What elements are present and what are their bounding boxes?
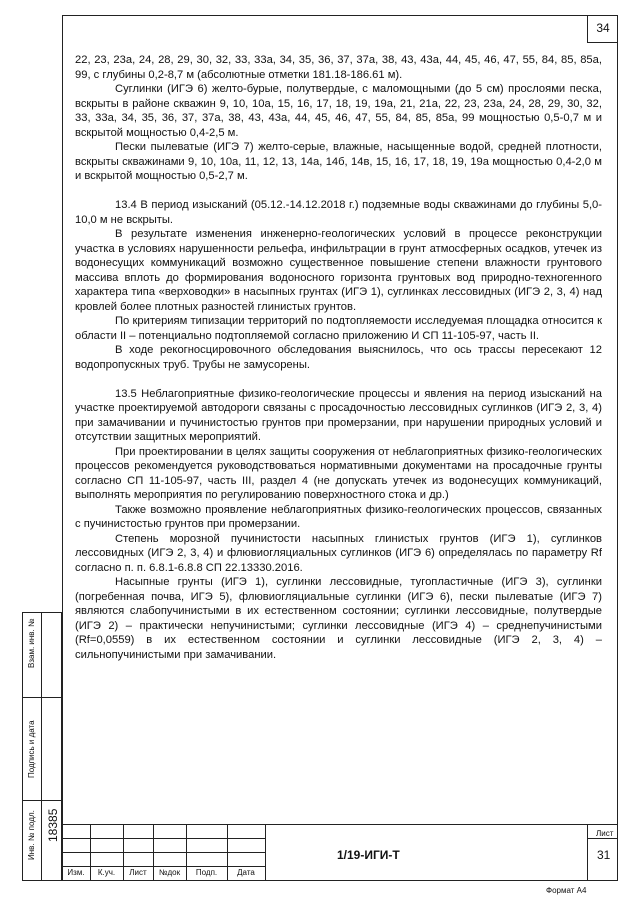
paragraph: Пески пылеватые (ИГЭ 7) желто-серые, влажные, насыщенные водой, средней плотности, вскрыты скважинами 9, 10, 10а, 11, 12, 13, 14а, 14б, 14в, 15, 16, 17, 18, 19, 19а мощностью 0,4-2,0 м и вскрытой мощностью 0,5-2,7 м. (75, 141, 602, 182)
inventory-number: 18385 (46, 808, 60, 842)
header-izm: Изм. (67, 868, 85, 877)
sheet-label: Лист (596, 829, 614, 838)
side-label-vzam: Взам. инв. № (27, 618, 36, 668)
paragraph: 13.4 В период изысканий (05.12.-14.12.2018 г.) подземные воды скважинами до глубины 5,0-10,0 м не вскрыты. (75, 199, 602, 226)
paragraph: 22, 23, 23а, 24, 28, 29, 30, 32, 33, 33а, 34, 35, 36, 37, 37а, 38, 43, 43а, 44, 45, 46, 47, 55, 84, 85, 85а, 99, с глубины 0,2-8,7 м (абсолютные отметки 181.18-186.61 м). (75, 54, 602, 81)
document-code: 1/19-ИГИ-Т (337, 848, 400, 862)
page-number-box: 34 (587, 15, 618, 43)
header-kuch: К.уч. (97, 868, 116, 877)
paragraph: При проектировании в целях защиты сооружения от неблагоприятных физико-геологических процессов рекомендуется руководствоваться нормативными документами на просадочные грунты согласно СП 11-105-97, часть III, раздел 4 (не допускать утечек из водонесущих коммуникаций, выполнять мероприятия по регулированию поверхностного стока и др.) (75, 445, 602, 501)
header-podp: Подп. (195, 868, 218, 877)
side-label-signature: Подпись и дата (27, 720, 36, 778)
paragraph: Суглинки (ИГЭ 6) желто-бурые, полутвердые, с маломощными (до 5 см) прослоями песка, вскрыты в районе скважин 9, 10, 10а, 15, 16, 17, 18, 19, 19а, 21, 21а, 22, 23, 23а, 24, 28, 29, 30, 32, 33, 33а, 34, 35, 36, 37, 37а, 38, 43, 43а, 44, 45, 46, 47, 55, 84, 85, 85а, 99 мощностью 0,5-0,7 м и вскрытой мощностью 0,4-2,5 м. (75, 83, 602, 139)
paragraph: Также возможно проявление неблагоприятных физико-геологических процессов, связанных с пучинистостью грунтов при промерзании. (75, 503, 602, 530)
paragraph: Насыпные грунты (ИГЭ 1), суглинки лессовидные, тугопластичные (ИГЭ 3), суглинки (погребенная почва, ИГЭ 5), флювиогляциальные суглинки (ИГЭ 6), пески пылеватые (ИГЭ 7) являются слабопучинистыми в их естественном состоянии; суглинки лессовидные, полутвердые (ИГЭ 2) – практически непучинистыми; суглинки лессовидные (ИГЭ 4) – среднепучинистыми (Rf=0,0559) в их естественном состоянии и суглинки лессовидные (ИГЭ 2, 3, 4) – сильнопучинистыми при замачивании. (75, 576, 602, 661)
header-list: Лист (129, 868, 147, 877)
header-ndok: №док (158, 868, 181, 877)
side-label-inv-podl: Инв. № подл. (27, 810, 36, 860)
sheet-number: 31 (597, 848, 611, 862)
format-label: Формат А4 (546, 886, 587, 895)
paragraph: 13.5 Неблагоприятные физико-геологические процессы и явления на период изысканий на участке проектируемой автодороги связаны с просадочностью лессовидных суглинков (ИГЭ 2, 3, 4) при замачивании и пучинистостью грунтов при промерзании, при нарушении природных условий и отсутствии защитных мероприятий. (75, 387, 602, 443)
header-data: Дата (237, 868, 255, 877)
paragraph: В результате изменения инженерно-геологических условий в процессе реконструкции участка в условиях нарушенности рельефа, инфильтрации в грунт атмосферных осадков, утечек из водонесущих коммуникаций возможно существенное повышение степени влажности грунтового массива вплоть до формирования водоносного горизонта грунтовых вод природно-техногенного характера типа «верховодки» в насыпных грунтах (ИГЭ 1), суглинках лессовидных (ИГЭ 2, 3, 4) над кровлей более плотных разностей глинистых грунтов. (75, 228, 602, 313)
paragraph: По критериям типизации территорий по подтопляемости исследуемая площадка относится к области II – потенциально подтопляемой согласно приложению И СП 11-105-97, часть II. (75, 315, 602, 342)
document-body (75, 53, 602, 662)
paragraph: В ходе рекогносцировочного обследования выяснилось, что ось трассы пересекают 12 водопропускных труб. Трубы не замусорены. (75, 344, 602, 371)
paragraph: Степень морозной пучинистости насыпных глинистых грунтов (ИГЭ 1), суглинков лессовидных (ИГЭ 2, 3, 4) и флювиогляциальных суглинков (ИГЭ 6) определялась по параметру Rf согласно п. п. 6.8.1-6.8.8 СП 22.13330.2016. (75, 532, 602, 574)
